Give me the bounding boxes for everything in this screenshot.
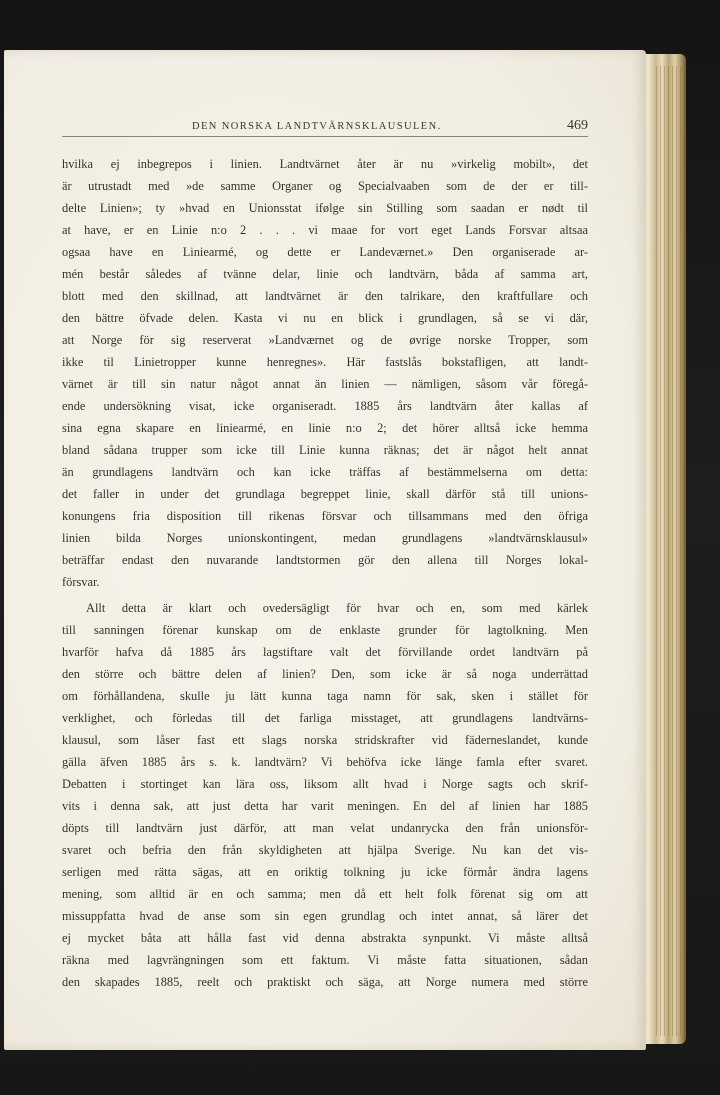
text-line: Allt detta är klart och ovedersägligt för hvar och en, som med kärlek — [86, 601, 588, 615]
text-line: är utrustadt med »de samme Organer og Specialvaaben som de der er till- — [62, 179, 588, 193]
text-line: ej mycket båta att hålla fast vid denna abstrakta synpunkt. Vi måste alltså — [62, 931, 588, 945]
page-stack-lines — [656, 66, 684, 1036]
text-line: linien bilda Norges unionskontingent, medan grundlagens »landtvärnsklausul» — [62, 531, 588, 545]
text-line: än grundlagens landtvärn och kan icke träffas af bestämmelserna om detta: — [62, 465, 588, 479]
page-sheet — [4, 50, 646, 1050]
header-rule — [62, 136, 588, 137]
text-line: värnet är till sin natur något annat än linien — nämligen, såsom vår föregå- — [62, 377, 588, 391]
text-line: gälla äfven 1885 års s. k. landtvärn? Vi behöfva icke länge famla efter svaret. — [62, 755, 588, 769]
text-line: försvar. — [62, 575, 100, 589]
text-line: Debatten i stortinget kan lära oss, liksom allt hvad i Norge sagts och skrif- — [62, 777, 588, 791]
text-line: att Norge för sig reserverat »Landværnet og de øvrige norske Tropper, som — [62, 333, 588, 347]
text-line: till sanningen förenar kunskap om de enklaste grunder för lagtolkning. Men — [62, 623, 588, 637]
text-line: det faller in under det grundlaga begreppet linie, skall därför stå till unions- — [62, 487, 588, 501]
text-line: vits i denna sak, att just detta har varit meningen. En del af linien har 1885 — [62, 799, 588, 813]
text-line: at have, er en Linie n:o 2 . . . vi maae for vort eget Lands Forsvar altsaa — [62, 223, 588, 237]
text-line: hvilka ej inbegrepos i linien. Landtvärnet åter är nu »virkelig mobilt», det — [62, 157, 588, 171]
text-line: konungens fria disposition till rikenas försvar och tillsammans med den öfriga — [62, 509, 588, 523]
running-head: DEN NORSKA LANDTVÄRNSKLAUSULEN. — [192, 121, 442, 132]
text-line: serligen med rätta sägas, att en oriktig tolkning ju icke förmår ändra lagens — [62, 865, 588, 879]
text-line: räkna med lagvrängningen som ett faktum. Vi måste fatta situationen, sådan — [62, 953, 588, 967]
text-line: den större och bättre delen af linien? Den, som icke är så noga underrättad — [62, 667, 588, 681]
text-line: missuppfatta hvad de anse som sin egen grundlag och intet annat, så lärer det — [62, 909, 588, 923]
page-header — [4, 118, 646, 138]
text-line: den skapades 1885, reelt och praktiskt och säga, att Norge numera med större — [62, 975, 588, 989]
text-line: blott med den skillnad, att landtvärnet är den talrikare, den kraftfullare och — [62, 289, 588, 303]
page-number: 469 — [567, 118, 588, 133]
text-line: verklighet, och förledas till det farliga misstaget, att grundlagens landtvärns- — [62, 711, 588, 725]
text-line: sina egna skapare en liniearmé, en linie n:o 2; det hörer alltså icke hemma — [62, 421, 588, 435]
text-line: mening, som alltid är en och samma; men då ett helt folk förenat sig om att — [62, 887, 588, 901]
text-line: bland sådana trupper som icke till Linie kunna räknas; det är något helt annat — [62, 443, 588, 457]
text-line: den bättre öfvade delen. Kasta vi nu en blick i grundlagen, så se vi där, — [62, 311, 588, 325]
text-line: klausul, som låser fast ett slags norska stridskrafter vid fäderneslandet, kunde — [62, 733, 588, 747]
text-line: ikke til Linietropper kunne henregnes». Här fastslås bokstafligen, att landt- — [62, 355, 588, 369]
text-line: hvarför hafva då 1885 års lagstiftare valt det förvillande ordet landtvärn på — [62, 645, 588, 659]
text-line: ogsaa have en Liniearmé, og dette er Landeværnet.» Den organiserade ar- — [62, 245, 588, 259]
text-line: delte Linien»; ty »hvad en Unionsstat ifølge sin Stilling som saadan er nødt til — [62, 201, 588, 215]
text-line: mén består således af tvänne delar, linie och landtvärn, båda af samma art, — [62, 267, 588, 281]
text-line: döpts till landtvärn just därför, att man velat undanrycka den från unionsför- — [62, 821, 588, 835]
text-line: om förhållandena, skulle ju lätt kunna taga namn för sak, sken i stället för — [62, 689, 588, 703]
text-line: svaret och befria den från skyldigheten att hjälpa Sverige. Nu kan det vis- — [62, 843, 588, 857]
text-line: ende undersökning visat, icke organiseradt. 1885 års landtvärn åter kallas af — [62, 399, 588, 413]
text-line: beträffar endast den nuvarande landtstormen gör den allena till Norges lokal- — [62, 553, 588, 567]
